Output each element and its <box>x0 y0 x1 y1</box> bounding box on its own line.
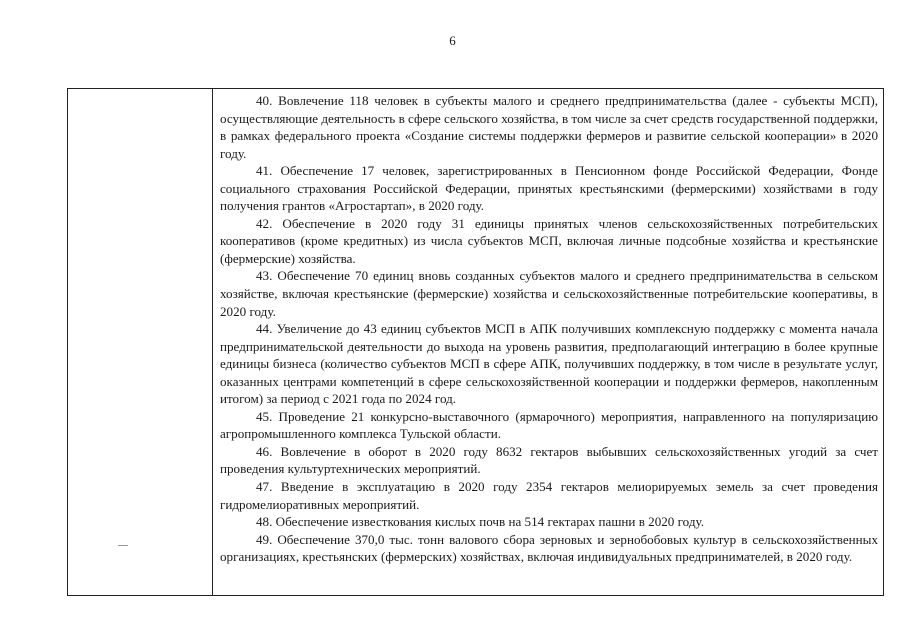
list-item-41: 41. Обеспечение 17 человек, зарегистрированных в Пенсионном фонде Российской Федерации, Фонде социального страхования Российской Федерации, принятых крестьянскими (фермерскими) хозяйствами в году получения грантов «Агростартап», в 2020 году. <box>220 163 878 214</box>
list-item-49: 49. Обеспечение 370,0 тыс. тонн валового сбора зерновых и зернобобовых культур в сельскохозяйственных организациях, крестьянских (фермерских) хозяйствах, включая индивидуальных предпринимателей, в 2020 году. <box>220 531 878 565</box>
list-item-44: 44. Увеличение до 43 единиц субъектов МСП в АПК получивших комплексную поддержку с момента начала предпринимательской деятельности до выхода на уровень развития, предполагающий интеграцию в более крупные единицы бизнеса (количество субъектов МСП в сфере АПК, получивших поддержку, в том числе в результате услуг, оказанных центрами компетенций в сфере сельскохозяйственной кооперации и поддержки фермеров, накопленным итогом) за период с 2021 года по 2024 год. <box>220 321 878 407</box>
list-item-42: 42. Обеспечение в 2020 году 31 единицы принятых членов сельскохозяйственных потребительских кооперативов (кроме кредитных) из числа субъектов МСП, включая личные подсобные хозяйства и крестьянские (фермерские) хозяйства. <box>220 215 878 266</box>
table-right-cell <box>213 89 883 595</box>
document-table <box>67 88 884 596</box>
list-item-43: 43. Обеспечение 70 единиц вновь созданных субъектов малого и среднего предпринимательства в сельском хозяйстве, включая крестьянские (фермерские) хозяйства и сельскохозяйственные потребительские кооперативы, в 2020 году. <box>220 268 878 319</box>
list-item-46: 46. Вовлечение в оборот в 2020 году 8632 гектаров выбывших сельскохозяйственных угодий за счет проведения культуртехнических мероприятий. <box>220 443 878 477</box>
page-number: 6 <box>449 33 456 48</box>
list-item-40: 40. Вовлечение 118 человек в субъекты малого и среднего предпринимательства (далее - субъекты МСП), осуществляющие деятельность в сфере сельского хозяйства, в том числе за счет средств государственной поддержки, в рамках федерального проекта «Создание системы поддержки фермеров и развитие сельской кооперации» в 2020 году. <box>220 93 878 161</box>
table-left-cell <box>68 89 213 595</box>
list-item-45: 45. Проведение 21 конкурсно-выставочного (ярмарочного) мероприятия, направленного на популяризацию агропромышленного комплекса Тульской области. <box>220 408 878 442</box>
scan-artifact <box>118 545 128 546</box>
list-item-48: 48. Обеспечение известкования кислых почв на 514 гектарах пашни в 2020 году. <box>256 514 705 530</box>
list-item-47: 47. Введение в эксплуатацию в 2020 году 2354 гектаров мелиорируемых земель за счет проведения гидромелиоративных мероприятий. <box>220 479 878 512</box>
